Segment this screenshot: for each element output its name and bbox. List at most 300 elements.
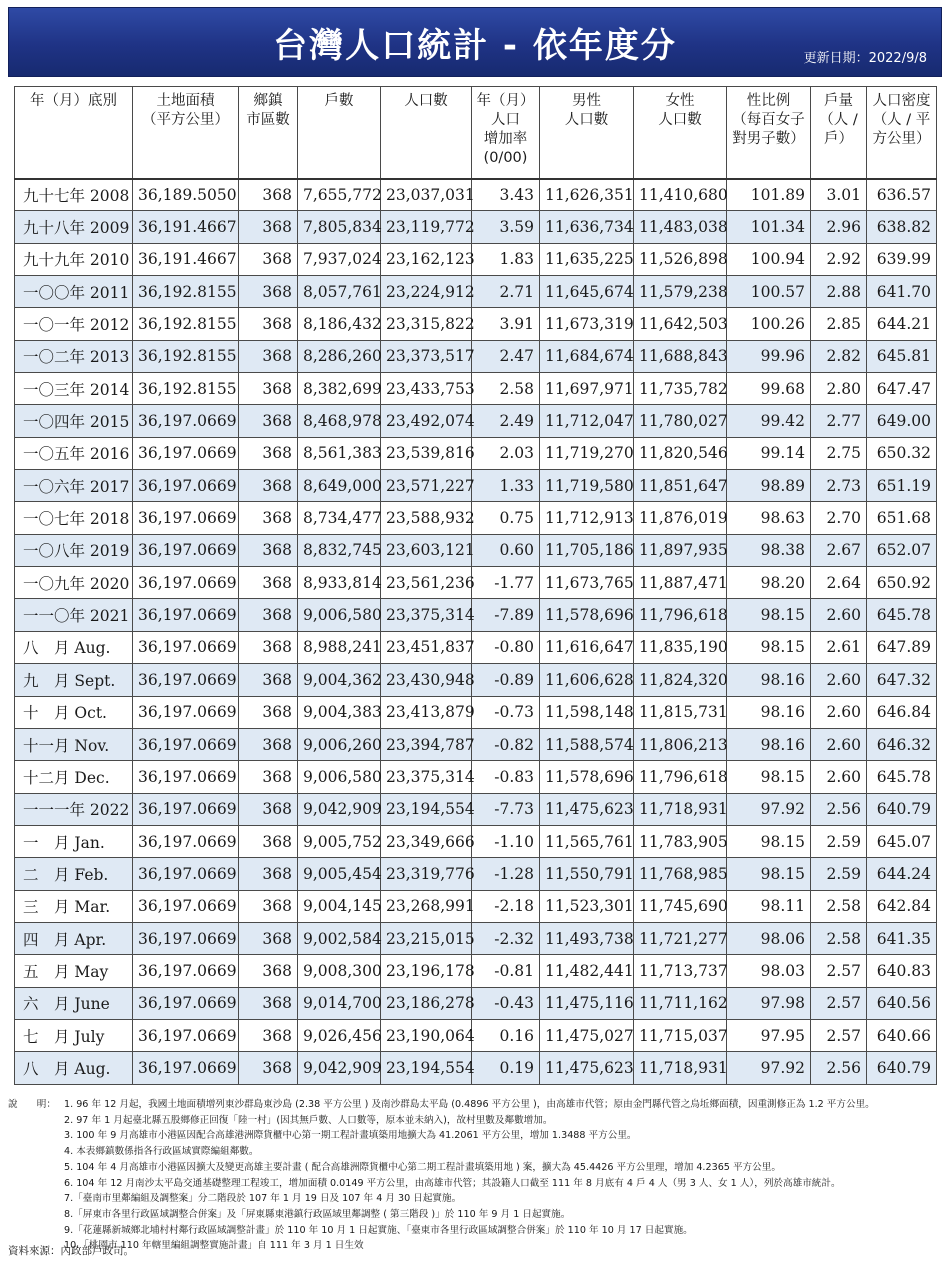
note-item bbox=[8, 1238, 944, 1254]
column-header-line: (0/00) bbox=[483, 150, 528, 166]
value-cell: 23,451,837 bbox=[381, 631, 472, 663]
value-cell: 11,526,898 bbox=[634, 243, 727, 275]
period-cell: 八 月 Aug. bbox=[15, 631, 133, 663]
value-cell: 23,215,015 bbox=[381, 922, 472, 954]
value-cell: 2.56 bbox=[811, 1052, 867, 1084]
value-cell: -0.73 bbox=[472, 696, 540, 728]
value-cell: 23,539,816 bbox=[381, 437, 472, 469]
value-cell: 99.42 bbox=[727, 405, 811, 437]
value-cell: 11,887,471 bbox=[634, 567, 727, 599]
column-header-line: 年（月）底別 bbox=[30, 93, 117, 109]
value-cell: 36,197.0669 bbox=[133, 825, 239, 857]
value-cell: -2.18 bbox=[472, 890, 540, 922]
value-cell: 642.84 bbox=[867, 890, 937, 922]
value-cell: 368 bbox=[239, 696, 298, 728]
value-cell: 640.56 bbox=[867, 987, 937, 1019]
value-cell: -0.83 bbox=[472, 761, 540, 793]
value-cell: 11,705,186 bbox=[540, 534, 634, 566]
note-text: 9.「花蓮縣新城鄉北埔村村鄰行政區域調整計畫」於 110 年 10 月 1 日起實施、「臺東市各里行政區域調整合併案」於 110 年 10 月 17 日起實施。 bbox=[64, 1224, 693, 1236]
column-header-line: 人口 bbox=[491, 112, 520, 128]
value-cell: 647.89 bbox=[867, 631, 937, 663]
value-cell: 11,806,213 bbox=[634, 728, 727, 760]
value-cell: 23,315,822 bbox=[381, 308, 472, 340]
value-cell: 23,037,031 bbox=[381, 179, 472, 211]
value-cell: 638.82 bbox=[867, 211, 937, 243]
value-cell: 2.57 bbox=[811, 987, 867, 1019]
period-cell: 九十八年 2009 bbox=[15, 211, 133, 243]
value-cell: 11,815,731 bbox=[634, 696, 727, 728]
value-cell: 368 bbox=[239, 567, 298, 599]
value-cell: -0.89 bbox=[472, 664, 540, 696]
column-header bbox=[381, 87, 472, 179]
value-cell: 2.64 bbox=[811, 567, 867, 599]
table-row bbox=[15, 437, 937, 469]
value-cell: 2.70 bbox=[811, 502, 867, 534]
column-header bbox=[15, 87, 133, 179]
value-cell: 11,616,647 bbox=[540, 631, 634, 663]
value-cell: 98.38 bbox=[727, 534, 811, 566]
note-label bbox=[8, 1223, 64, 1239]
value-cell: 2.58 bbox=[472, 373, 540, 405]
value-cell: 9,005,752 bbox=[298, 825, 381, 857]
note-label bbox=[8, 1176, 64, 1192]
value-cell: 99.14 bbox=[727, 437, 811, 469]
value-cell: 2.61 bbox=[811, 631, 867, 663]
column-header-line: 人口數 bbox=[404, 93, 448, 109]
table-row bbox=[15, 987, 937, 1019]
value-cell: 36,192.8155 bbox=[133, 276, 239, 308]
table-row bbox=[15, 825, 937, 857]
note-label bbox=[8, 1207, 64, 1223]
period-cell: 二 月 Feb. bbox=[15, 858, 133, 890]
value-cell: 23,186,278 bbox=[381, 987, 472, 1019]
value-cell: 36,197.0669 bbox=[133, 1052, 239, 1084]
value-cell: 98.06 bbox=[727, 922, 811, 954]
table-row bbox=[15, 534, 937, 566]
value-cell: 368 bbox=[239, 437, 298, 469]
value-cell: 647.47 bbox=[867, 373, 937, 405]
period-cell: 一〇五年 2016 bbox=[15, 437, 133, 469]
note-item bbox=[8, 1160, 944, 1176]
value-cell: 23,561,236 bbox=[381, 567, 472, 599]
value-cell: 36,197.0669 bbox=[133, 696, 239, 728]
value-cell: 1.33 bbox=[472, 470, 540, 502]
value-cell: 0.19 bbox=[472, 1052, 540, 1084]
table-row bbox=[15, 179, 937, 211]
value-cell: 368 bbox=[239, 728, 298, 760]
value-cell: 9,002,584 bbox=[298, 922, 381, 954]
value-cell: 368 bbox=[239, 340, 298, 372]
value-cell: 36,197.0669 bbox=[133, 599, 239, 631]
note-text: 7.「臺南市里鄰編組及調整案」分二階段於 107 年 1 月 19 日及 107 年 4 月 30 日起實施。 bbox=[64, 1193, 462, 1205]
value-cell: 640.79 bbox=[867, 1052, 937, 1084]
column-header-line: 增加率 bbox=[483, 131, 528, 147]
period-cell: 一〇六年 2017 bbox=[15, 470, 133, 502]
value-cell: 23,196,178 bbox=[381, 955, 472, 987]
value-cell: 11,718,931 bbox=[634, 793, 727, 825]
value-cell: 2.75 bbox=[811, 437, 867, 469]
period-cell: 一〇四年 2015 bbox=[15, 405, 133, 437]
value-cell: 100.94 bbox=[727, 243, 811, 275]
value-cell: 2.67 bbox=[811, 534, 867, 566]
value-cell: 11,523,301 bbox=[540, 890, 634, 922]
value-cell: 11,606,628 bbox=[540, 664, 634, 696]
value-cell: 11,579,238 bbox=[634, 276, 727, 308]
value-cell: 2.57 bbox=[811, 955, 867, 987]
value-cell: 2.60 bbox=[811, 696, 867, 728]
value-cell: 11,410,680 bbox=[634, 179, 727, 211]
value-cell: 0.16 bbox=[472, 1019, 540, 1051]
period-cell: 一一一年 2022 bbox=[15, 793, 133, 825]
note-item bbox=[8, 1223, 944, 1239]
value-cell: 368 bbox=[239, 858, 298, 890]
value-cell: 8,988,241 bbox=[298, 631, 381, 663]
value-cell: 8,382,699 bbox=[298, 373, 381, 405]
table-row bbox=[15, 761, 937, 793]
value-cell: 36,197.0669 bbox=[133, 987, 239, 1019]
value-cell: 11,475,116 bbox=[540, 987, 634, 1019]
period-cell: 十二月 Dec. bbox=[15, 761, 133, 793]
period-cell: 一〇八年 2019 bbox=[15, 534, 133, 566]
value-cell: 9,042,909 bbox=[298, 1052, 381, 1084]
column-header-line: （每百女子 bbox=[732, 112, 805, 128]
value-cell: 650.32 bbox=[867, 437, 937, 469]
value-cell: 368 bbox=[239, 890, 298, 922]
value-cell: 647.32 bbox=[867, 664, 937, 696]
note-item bbox=[8, 1207, 944, 1223]
value-cell: 100.57 bbox=[727, 276, 811, 308]
page-title: 台灣人口統計 - 依年度分 bbox=[273, 26, 677, 66]
value-cell: 11,697,971 bbox=[540, 373, 634, 405]
value-cell: 9,004,383 bbox=[298, 696, 381, 728]
value-cell: 97.92 bbox=[727, 793, 811, 825]
value-cell: 368 bbox=[239, 1052, 298, 1084]
value-cell: 11,719,270 bbox=[540, 437, 634, 469]
value-cell: 11,493,738 bbox=[540, 922, 634, 954]
value-cell: 639.99 bbox=[867, 243, 937, 275]
column-header-line: 戶量 bbox=[824, 93, 853, 109]
value-cell: 368 bbox=[239, 276, 298, 308]
table-row bbox=[15, 1019, 937, 1051]
value-cell: 9,004,145 bbox=[298, 890, 381, 922]
value-cell: 2.56 bbox=[811, 793, 867, 825]
value-cell: 2.73 bbox=[811, 470, 867, 502]
value-cell: 23,571,227 bbox=[381, 470, 472, 502]
value-cell: 11,897,935 bbox=[634, 534, 727, 566]
value-cell: 11,635,225 bbox=[540, 243, 634, 275]
column-header bbox=[472, 87, 540, 179]
table-row bbox=[15, 631, 937, 663]
column-header bbox=[867, 87, 937, 179]
value-cell: 36,197.0669 bbox=[133, 664, 239, 696]
value-cell: 23,194,554 bbox=[381, 793, 472, 825]
value-cell: 645.78 bbox=[867, 761, 937, 793]
value-cell: 23,433,753 bbox=[381, 373, 472, 405]
table-row bbox=[15, 373, 937, 405]
header-row bbox=[15, 87, 937, 179]
value-cell: 11,715,037 bbox=[634, 1019, 727, 1051]
value-cell: 9,026,456 bbox=[298, 1019, 381, 1051]
value-cell: 8,649,000 bbox=[298, 470, 381, 502]
value-cell: 36,191.4667 bbox=[133, 243, 239, 275]
value-cell: 11,475,623 bbox=[540, 793, 634, 825]
table-row bbox=[15, 696, 937, 728]
period-cell: 九 月 Sept. bbox=[15, 664, 133, 696]
value-cell: 2.59 bbox=[811, 858, 867, 890]
table-row bbox=[15, 793, 937, 825]
note-label bbox=[8, 1144, 64, 1160]
value-cell: 11,475,027 bbox=[540, 1019, 634, 1051]
value-cell: 36,197.0669 bbox=[133, 534, 239, 566]
value-cell: 97.95 bbox=[727, 1019, 811, 1051]
value-cell: 11,876,019 bbox=[634, 502, 727, 534]
value-cell: 23,319,776 bbox=[381, 858, 472, 890]
value-cell: 36,192.8155 bbox=[133, 373, 239, 405]
value-cell: 11,565,761 bbox=[540, 825, 634, 857]
value-cell: 368 bbox=[239, 599, 298, 631]
value-cell: 36,197.0669 bbox=[133, 470, 239, 502]
value-cell: 23,349,666 bbox=[381, 825, 472, 857]
value-cell: 11,673,765 bbox=[540, 567, 634, 599]
value-cell: 11,721,277 bbox=[634, 922, 727, 954]
value-cell: 368 bbox=[239, 922, 298, 954]
value-cell: 11,745,690 bbox=[634, 890, 727, 922]
value-cell: 636.57 bbox=[867, 179, 937, 211]
value-cell: 0.60 bbox=[472, 534, 540, 566]
column-header-line: 人口密度 bbox=[872, 93, 931, 109]
value-cell: 23,413,879 bbox=[381, 696, 472, 728]
value-cell: 11,578,696 bbox=[540, 761, 634, 793]
value-cell: 9,042,909 bbox=[298, 793, 381, 825]
value-cell: 36,197.0669 bbox=[133, 761, 239, 793]
value-cell: 36,189.5050 bbox=[133, 179, 239, 211]
value-cell: 99.68 bbox=[727, 373, 811, 405]
note-label bbox=[8, 1128, 64, 1144]
column-header bbox=[298, 87, 381, 179]
update-date: 更新日期：2022/9/8 bbox=[803, 51, 927, 66]
period-cell: 九十七年 2008 bbox=[15, 179, 133, 211]
value-cell: 651.68 bbox=[867, 502, 937, 534]
value-cell: 11,820,546 bbox=[634, 437, 727, 469]
value-cell: 11,824,320 bbox=[634, 664, 727, 696]
value-cell: 98.89 bbox=[727, 470, 811, 502]
column-header bbox=[239, 87, 298, 179]
value-cell: 98.16 bbox=[727, 664, 811, 696]
value-cell: 2.58 bbox=[811, 922, 867, 954]
value-cell: 11,483,038 bbox=[634, 211, 727, 243]
value-cell: 2.60 bbox=[811, 599, 867, 631]
value-cell: 11,719,580 bbox=[540, 470, 634, 502]
table-row bbox=[15, 890, 937, 922]
value-cell: -0.43 bbox=[472, 987, 540, 1019]
period-cell: 七 月 July bbox=[15, 1019, 133, 1051]
value-cell: 368 bbox=[239, 534, 298, 566]
value-cell: 11,588,574 bbox=[540, 728, 634, 760]
value-cell: 2.85 bbox=[811, 308, 867, 340]
column-header-line: （平方公里） bbox=[142, 112, 229, 128]
value-cell: 368 bbox=[239, 470, 298, 502]
table-row bbox=[15, 211, 937, 243]
value-cell: 23,375,314 bbox=[381, 761, 472, 793]
value-cell: 100.26 bbox=[727, 308, 811, 340]
period-cell: 一〇二年 2013 bbox=[15, 340, 133, 372]
value-cell: 11,735,782 bbox=[634, 373, 727, 405]
table-row bbox=[15, 858, 937, 890]
value-cell: 11,713,737 bbox=[634, 955, 727, 987]
value-cell: 368 bbox=[239, 793, 298, 825]
value-cell: 2.71 bbox=[472, 276, 540, 308]
value-cell: 23,588,932 bbox=[381, 502, 472, 534]
table-row bbox=[15, 470, 937, 502]
population-table bbox=[14, 86, 937, 1085]
value-cell: 11,712,047 bbox=[540, 405, 634, 437]
period-cell: 一 月 Jan. bbox=[15, 825, 133, 857]
note-text: 10.「桃園市 110 年轄里編組調整實施計畫」自 111 年 3 月 1 日生效 bbox=[64, 1240, 364, 1252]
value-cell: 98.63 bbox=[727, 502, 811, 534]
value-cell: -0.82 bbox=[472, 728, 540, 760]
note-text: 2. 97 年 1 月起臺北縣五股鄉修正回復「陸一村」(因其無戶數、人口數等，原本並未納入)，故村里數及鄰數增加。 bbox=[64, 1114, 553, 1126]
value-cell: 644.24 bbox=[867, 858, 937, 890]
table-row bbox=[15, 922, 937, 954]
value-cell: 1.83 bbox=[472, 243, 540, 275]
note-text: 3. 100 年 9 月高雄市小港區因配合高雄港洲際貨櫃中心第一期工程計畫填築用地擴大為 41.2061 平方公里，增加 1.3488 平方公里。 bbox=[64, 1130, 637, 1142]
value-cell: 36,197.0669 bbox=[133, 502, 239, 534]
column-header bbox=[727, 87, 811, 179]
note-item bbox=[8, 1191, 944, 1207]
column-header-line: （人 / 平 bbox=[872, 112, 931, 128]
value-cell: 2.49 bbox=[472, 405, 540, 437]
value-cell: 8,186,432 bbox=[298, 308, 381, 340]
column-header bbox=[540, 87, 634, 179]
value-cell: 36,197.0669 bbox=[133, 631, 239, 663]
value-cell: 2.60 bbox=[811, 664, 867, 696]
column-header-line: 男性 bbox=[572, 93, 601, 109]
value-cell: 23,268,991 bbox=[381, 890, 472, 922]
value-cell: 11,780,027 bbox=[634, 405, 727, 437]
value-cell: 368 bbox=[239, 373, 298, 405]
value-cell: 98.16 bbox=[727, 696, 811, 728]
value-cell: 649.00 bbox=[867, 405, 937, 437]
column-header-line: 方公里） bbox=[872, 131, 931, 147]
value-cell: 650.92 bbox=[867, 567, 937, 599]
value-cell: 368 bbox=[239, 825, 298, 857]
value-cell: 36,197.0669 bbox=[133, 955, 239, 987]
period-cell: 一〇一年 2012 bbox=[15, 308, 133, 340]
column-header-line: 土地面積 bbox=[156, 93, 215, 109]
value-cell: -7.73 bbox=[472, 793, 540, 825]
title-banner bbox=[8, 7, 942, 77]
column-header-line: 人口數 bbox=[658, 112, 702, 128]
value-cell: 9,006,580 bbox=[298, 761, 381, 793]
note-label bbox=[8, 1160, 64, 1176]
table-row bbox=[15, 664, 937, 696]
value-cell: 8,561,383 bbox=[298, 437, 381, 469]
value-cell: 2.96 bbox=[811, 211, 867, 243]
value-cell: 368 bbox=[239, 308, 298, 340]
column-header-line: 人口數 bbox=[564, 112, 609, 128]
value-cell: 2.77 bbox=[811, 405, 867, 437]
column-header-line: 鄉鎮 bbox=[253, 93, 283, 109]
column-header bbox=[133, 87, 239, 179]
value-cell: 646.32 bbox=[867, 728, 937, 760]
column-header-line: 對男子數） bbox=[732, 131, 805, 147]
value-cell: 97.92 bbox=[727, 1052, 811, 1084]
value-cell: 11,636,734 bbox=[540, 211, 634, 243]
value-cell: 368 bbox=[239, 631, 298, 663]
value-cell: 651.19 bbox=[867, 470, 937, 502]
value-cell: 0.75 bbox=[472, 502, 540, 534]
value-cell: 645.78 bbox=[867, 599, 937, 631]
value-cell: 11,768,985 bbox=[634, 858, 727, 890]
value-cell: 2.60 bbox=[811, 728, 867, 760]
value-cell: 11,783,905 bbox=[634, 825, 727, 857]
value-cell: 36,197.0669 bbox=[133, 1019, 239, 1051]
value-cell: 3.01 bbox=[811, 179, 867, 211]
value-cell: 3.43 bbox=[472, 179, 540, 211]
value-cell: 101.89 bbox=[727, 179, 811, 211]
value-cell: 36,197.0669 bbox=[133, 922, 239, 954]
value-cell: 3.91 bbox=[472, 308, 540, 340]
table-row bbox=[15, 308, 937, 340]
period-cell: 八 月 Aug. bbox=[15, 1052, 133, 1084]
value-cell: 11,482,441 bbox=[540, 955, 634, 987]
period-cell: 六 月 June bbox=[15, 987, 133, 1019]
value-cell: 98.15 bbox=[727, 858, 811, 890]
value-cell: 2.03 bbox=[472, 437, 540, 469]
column-header-line: （人 / bbox=[819, 112, 858, 128]
value-cell: 641.35 bbox=[867, 922, 937, 954]
note-text: 8.「屏東市各里行政區域調整合併案」及「屏東縣東港鎮行政區域里鄰調整 ( 第三階段 )」於 110 年 9 月 1 日起實施。 bbox=[64, 1208, 571, 1220]
value-cell: 101.34 bbox=[727, 211, 811, 243]
value-cell: 11,550,791 bbox=[540, 858, 634, 890]
value-cell: 98.16 bbox=[727, 728, 811, 760]
value-cell: 23,190,064 bbox=[381, 1019, 472, 1051]
value-cell: -0.80 bbox=[472, 631, 540, 663]
value-cell: -1.77 bbox=[472, 567, 540, 599]
value-cell: 11,796,618 bbox=[634, 599, 727, 631]
value-cell: 23,373,517 bbox=[381, 340, 472, 372]
period-cell: 一〇九年 2020 bbox=[15, 567, 133, 599]
column-header-line: 女性 bbox=[665, 93, 695, 109]
column-header-line: 年（月） bbox=[476, 93, 535, 109]
value-cell: 11,796,618 bbox=[634, 761, 727, 793]
value-cell: 652.07 bbox=[867, 534, 937, 566]
column-header bbox=[811, 87, 867, 179]
value-cell: 8,468,978 bbox=[298, 405, 381, 437]
value-cell: 36,191.4667 bbox=[133, 211, 239, 243]
value-cell: 645.81 bbox=[867, 340, 937, 372]
table-body bbox=[15, 179, 937, 1085]
value-cell: 368 bbox=[239, 405, 298, 437]
note-text: 1. 96 年 12 月起，我國土地面積增列東沙群島東沙島 (2.38 平方公里 ) 及南沙群島太平島 (0.4896 平方公里 )，由高雄市代管；原由金門縣代管之烏坵鄉面積，因重測修正為 1.2 平方公里。 bbox=[64, 1099, 875, 1110]
value-cell: 368 bbox=[239, 987, 298, 1019]
period-cell: 十 月 Oct. bbox=[15, 696, 133, 728]
value-cell: 11,645,674 bbox=[540, 276, 634, 308]
value-cell: -7.89 bbox=[472, 599, 540, 631]
value-cell: 2.88 bbox=[811, 276, 867, 308]
note-item bbox=[8, 1097, 944, 1113]
table-row bbox=[15, 1052, 937, 1084]
value-cell: -1.28 bbox=[472, 858, 540, 890]
period-cell: 九十九年 2010 bbox=[15, 243, 133, 275]
value-cell: 23,162,123 bbox=[381, 243, 472, 275]
value-cell: 368 bbox=[239, 1019, 298, 1051]
value-cell: 23,492,074 bbox=[381, 405, 472, 437]
value-cell: 8,832,745 bbox=[298, 534, 381, 566]
value-cell: 640.66 bbox=[867, 1019, 937, 1051]
value-cell: 641.70 bbox=[867, 276, 937, 308]
value-cell: 23,603,121 bbox=[381, 534, 472, 566]
